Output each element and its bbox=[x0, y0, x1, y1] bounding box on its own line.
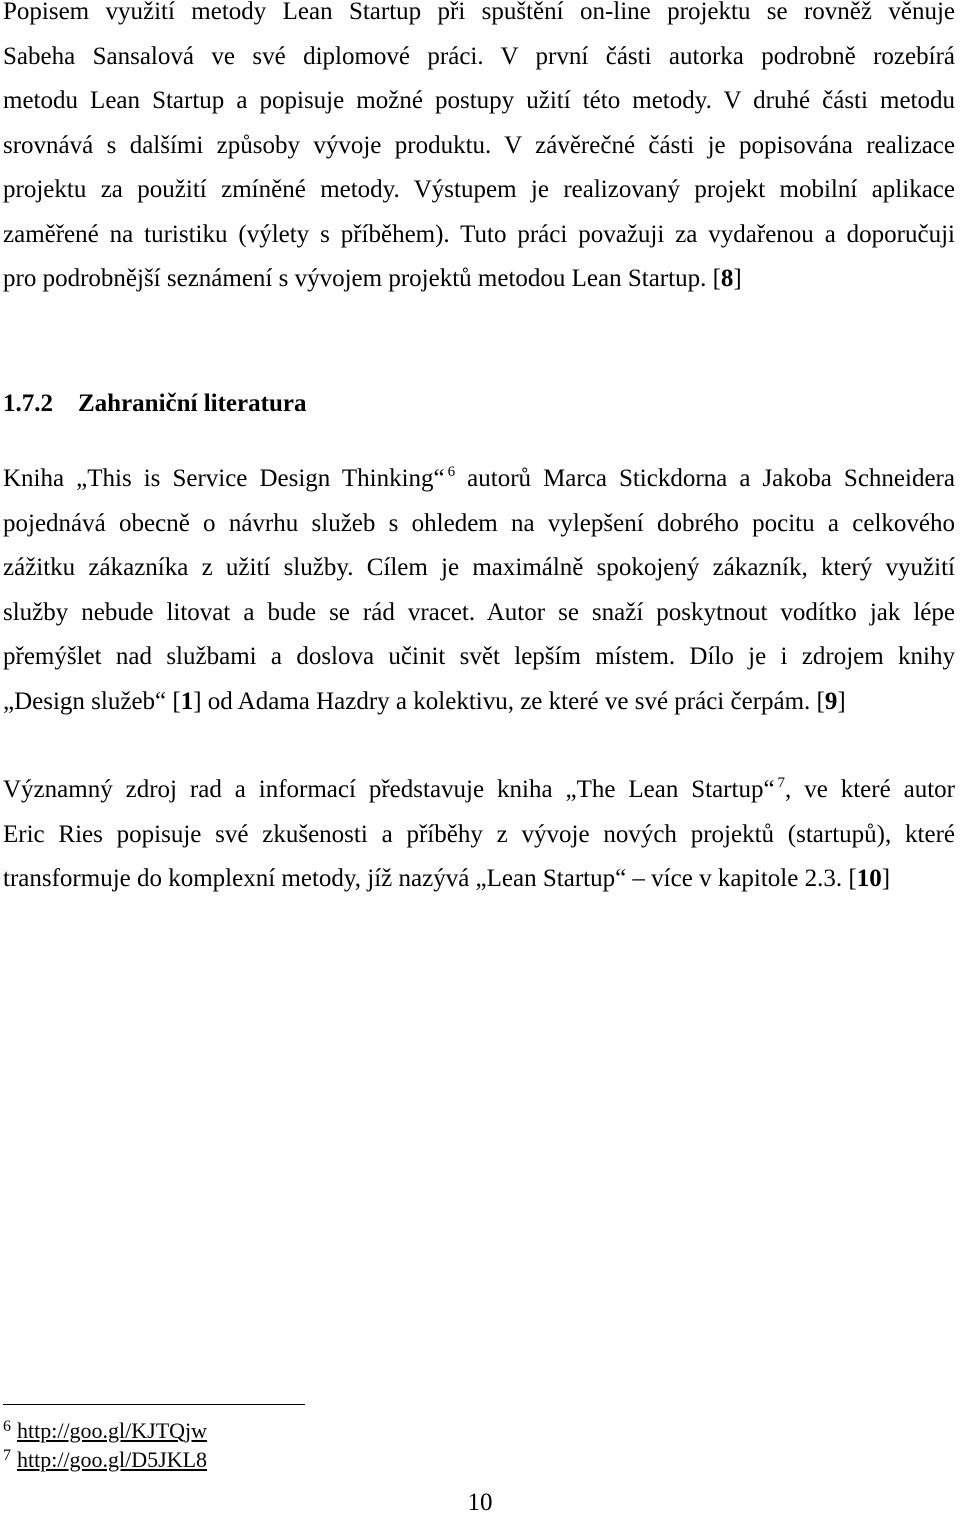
citation-number: 1 bbox=[180, 687, 194, 715]
text-line bbox=[3, 257, 955, 302]
line-text: Kniha „This is Service Design Thinking“ bbox=[3, 465, 445, 493]
text-line: služby nebude litovat a bude se rád vracet. Autor se snaží poskytnout vodítko jak lépe bbox=[3, 598, 955, 626]
footnote-separator bbox=[3, 1404, 305, 1405]
paragraph-service-design-book bbox=[3, 457, 955, 724]
text-line: Eric Ries popisuje své zkušenosti a příběhy z vývoje nových projektů (startupů), které bbox=[3, 820, 955, 848]
text-line: metodu Lean Startup a popisuje možné postupy užití této metody. V druhé části metodu bbox=[3, 87, 955, 114]
line-text: ] bbox=[881, 865, 891, 893]
footnote-link[interactable]: http://goo.gl/D5JKL8 bbox=[17, 1447, 208, 1472]
text-line bbox=[3, 457, 955, 502]
section-heading bbox=[3, 382, 306, 427]
line-text: ] od Adama Hazdry a kolektivu, ze které ve své práci čerpám. [ bbox=[193, 687, 825, 715]
citation-number: 9 bbox=[824, 687, 838, 715]
text-line: projektu za použití zmíněné metody. Výstupem je realizovaný projekt mobilní aplikace bbox=[3, 176, 955, 203]
section-number: 1.7.2 bbox=[3, 390, 53, 418]
line-text: pro podrobnější seznámení s vývojem projektů metodou Lean Startup. [ bbox=[3, 265, 721, 292]
footnote: 6 http://goo.gl/KJTQjw bbox=[3, 1418, 208, 1443]
line-text: Významný zdroj rad a informací představuje kniha „The Lean Startup“ bbox=[3, 776, 775, 804]
paragraph-lean-startup-book bbox=[3, 768, 955, 902]
section-title: Zahraniční literatura bbox=[78, 390, 307, 418]
text-line: zážitku zákazníka z užití služby. Cílem je maximálně spokojený zákazník, který využití bbox=[3, 554, 955, 582]
text-line bbox=[3, 768, 955, 813]
text-line: pojednává obecně o návrhu služeb s ohledem na vylepšení dobrého pocitu a celkového bbox=[3, 509, 955, 537]
text-line: Popisem využití metody Lean Startup při spuštění on-line projektu se rovněž věnuje bbox=[3, 0, 955, 25]
footnote-link[interactable]: http://goo.gl/KJTQjw bbox=[17, 1418, 208, 1443]
page-number: 10 bbox=[467, 1489, 493, 1515]
line-text: , ve které autor bbox=[785, 776, 955, 804]
footnote-reference: 7 bbox=[777, 775, 786, 792]
footnotes bbox=[3, 1416, 207, 1474]
text-line bbox=[3, 857, 955, 902]
text-line: Sabeha Sansalová ve své diplomové práci. V první části autorka podrobně rozebírá bbox=[3, 42, 955, 70]
text-line: přemýšlet nad službami a doslova učinit svět lepším místem. Dílo je i zdrojem knihy bbox=[3, 643, 955, 671]
line-text: ] bbox=[837, 687, 846, 715]
line-text: autorů Marca Stickdorna a Jakoba Schneidera bbox=[455, 465, 955, 493]
line-text: transformuje do komplexní metody, jíž nazývá „Lean Startup“ – více v kapitole 2.3. [ bbox=[3, 865, 857, 893]
line-text: „Design služeb“ [ bbox=[3, 687, 181, 715]
text-line: srovnává s dalšími způsoby vývoje produktu. V závěrečné části je popisována realizace bbox=[3, 131, 955, 159]
footnote-reference: 6 bbox=[447, 464, 456, 481]
text-line bbox=[3, 680, 955, 725]
citation-number: 10 bbox=[856, 865, 882, 893]
line-text: ] bbox=[733, 265, 742, 292]
text-line: zaměřené na turistiku (výlety s příběhem). Tuto práci považuji za vydařenou a doporučuji bbox=[3, 220, 955, 248]
paragraph-sansalova-thesis bbox=[3, 0, 955, 302]
citation-number: 8 bbox=[720, 265, 734, 292]
footnote: 7 http://goo.gl/D5JKL8 bbox=[3, 1447, 208, 1472]
